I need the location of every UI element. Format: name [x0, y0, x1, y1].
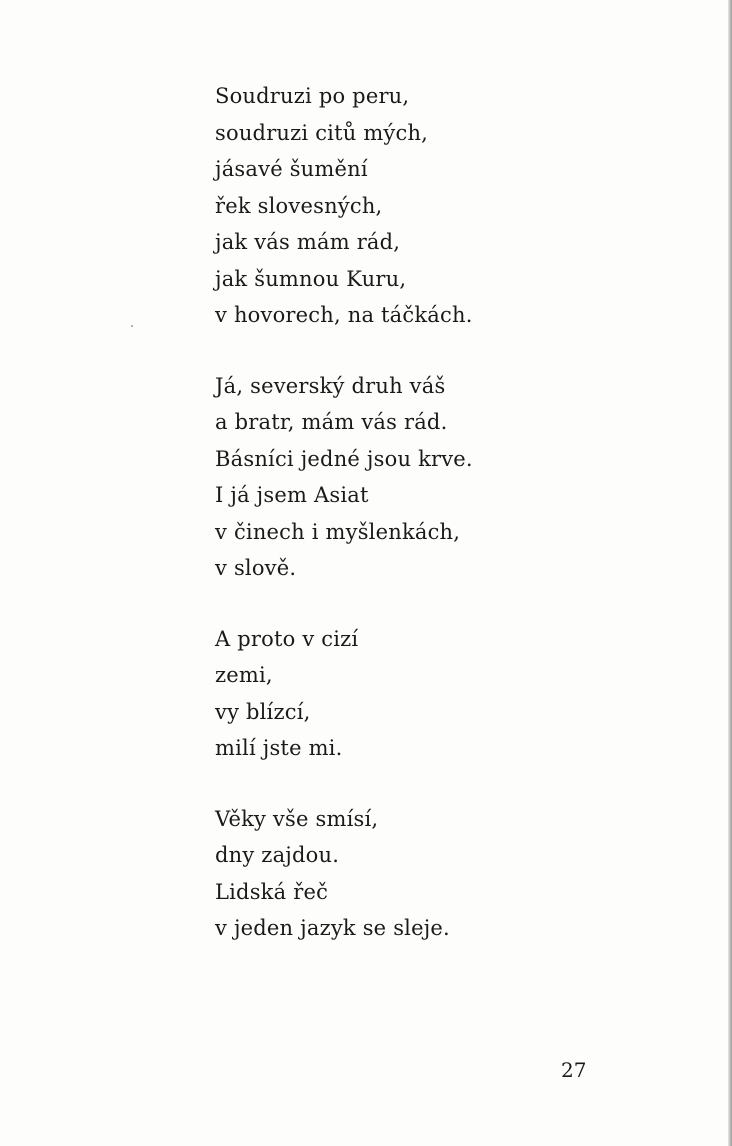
poem-line: A proto v cizí: [215, 626, 359, 651]
poem-line: řek slovesných,: [215, 193, 383, 218]
poem-line: v činech i myšlenkách,: [215, 519, 461, 544]
poem-line: Lidská řeč: [215, 879, 329, 904]
poem-line: jak vás mám rád,: [215, 230, 401, 254]
poem-line: Básníci jedné jsou krve.: [215, 446, 473, 471]
poem-line: jásavé šumění: [215, 157, 368, 181]
stanza-1: [215, 78, 685, 334]
poem-line: a bratr, mám vás rád.: [215, 410, 448, 434]
poem: [215, 78, 685, 981]
poem-line: dny zajdou.: [215, 843, 340, 867]
poem-line: milí jste mi.: [215, 736, 343, 760]
poem-line: soudruzi citů mých,: [215, 120, 429, 145]
poem-line: Já, severský druh váš: [215, 373, 446, 398]
poem-line: jak šumnou Kuru,: [215, 266, 407, 291]
poem-line: v jeden jazyk se sleje.: [215, 916, 450, 940]
poem-line: v slově.: [215, 556, 297, 580]
paper-speck: [131, 325, 133, 327]
stanza-2: [215, 368, 685, 587]
page-edge: [728, 0, 732, 1146]
page-number: 27: [561, 1058, 587, 1082]
poem-line: Věky vše smísí,: [215, 806, 379, 831]
stanza-3: [215, 621, 685, 767]
poem-line: Soudruzi po peru,: [215, 84, 410, 108]
poem-line: I já jsem Asiat: [215, 483, 369, 507]
poem-line: vy blízcí,: [215, 699, 311, 724]
poem-line: zemi,: [215, 663, 273, 687]
poem-line: v hovorech, na táčkách.: [215, 303, 473, 327]
stanza-4: [215, 801, 685, 947]
